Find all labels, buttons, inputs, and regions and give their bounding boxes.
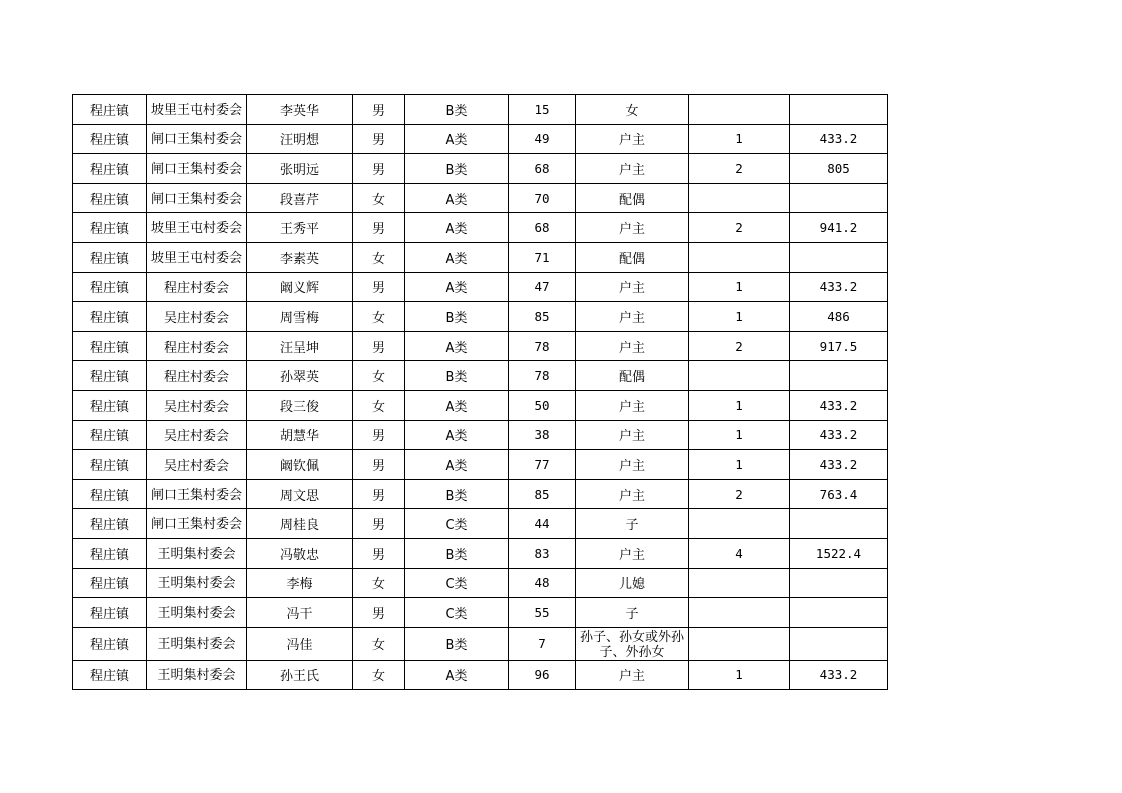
cell-amount: 433.2 [790, 420, 888, 450]
table-row [73, 479, 888, 509]
cell-amount: 486 [790, 302, 888, 332]
table-row [73, 242, 888, 272]
cell-household-size: 4 [689, 538, 790, 568]
cell-village-text: 闸口王集村委会 [150, 191, 242, 207]
cell-name: 段三俊 [247, 390, 353, 420]
cell-age: 70 [509, 183, 576, 213]
cell-household-size: 1 [689, 124, 790, 154]
cell-village: 程庄村委会 [147, 361, 247, 391]
cell-age: 85 [509, 302, 576, 332]
cell-household-size: 1 [689, 390, 790, 420]
table-row [73, 568, 888, 598]
cell-amount [790, 183, 888, 213]
cell-category: A类 [405, 124, 509, 154]
cell-gender: 女 [353, 390, 405, 420]
cell-gender: 女 [353, 568, 405, 598]
cell-relation [576, 627, 689, 660]
cell-gender: 男 [353, 213, 405, 243]
cell-relation: 户主 [576, 302, 689, 332]
cell-age: 7 [509, 627, 576, 660]
cell-relation-text: 孙子、孙女或外孙子、外孙女 [579, 629, 684, 660]
cell-name: 张明远 [247, 154, 353, 184]
cell-age: 78 [509, 331, 576, 361]
cell-relation: 户主 [576, 331, 689, 361]
cell-category: A类 [405, 213, 509, 243]
table-row [73, 509, 888, 539]
cell-household-size: 1 [689, 302, 790, 332]
cell-town: 程庄镇 [73, 154, 147, 184]
cell-village [147, 568, 247, 598]
cell-household-size: 2 [689, 213, 790, 243]
cell-village: 吴庄村委会 [147, 420, 247, 450]
cell-name: 胡慧华 [247, 420, 353, 450]
cell-village [147, 95, 247, 125]
cell-amount: 763.4 [790, 479, 888, 509]
cell-household-size: 2 [689, 154, 790, 184]
cell-amount [790, 242, 888, 272]
cell-village-text: 王明集村委会 [157, 637, 236, 653]
cell-gender: 女 [353, 302, 405, 332]
cell-relation: 配偶 [576, 183, 689, 213]
cell-amount [790, 627, 888, 660]
cell-household-size: 1 [689, 420, 790, 450]
cell-relation: 户主 [576, 390, 689, 420]
cell-relation: 户主 [576, 124, 689, 154]
table-row [73, 627, 888, 660]
cell-household-size [689, 95, 790, 125]
cell-village-text: 王明集村委会 [157, 546, 236, 562]
cell-amount: 433.2 [790, 390, 888, 420]
cell-age: 85 [509, 479, 576, 509]
cell-name: 冯佳 [247, 627, 353, 660]
data-table [72, 94, 888, 690]
cell-category: A类 [405, 390, 509, 420]
cell-name: 孙王氏 [247, 660, 353, 690]
cell-amount: 433.2 [790, 450, 888, 480]
cell-category: C类 [405, 598, 509, 628]
cell-town: 程庄镇 [73, 390, 147, 420]
cell-age: 49 [509, 124, 576, 154]
cell-household-size [689, 568, 790, 598]
cell-relation: 户主 [576, 660, 689, 690]
cell-village-text: 闸口王集村委会 [150, 132, 242, 148]
cell-village: 吴庄村委会 [147, 302, 247, 332]
cell-village [147, 213, 247, 243]
cell-amount: 805 [790, 154, 888, 184]
cell-category: C类 [405, 509, 509, 539]
cell-category: B类 [405, 302, 509, 332]
cell-household-size: 1 [689, 450, 790, 480]
cell-name: 阚义辉 [247, 272, 353, 302]
cell-amount [790, 509, 888, 539]
cell-category: A类 [405, 242, 509, 272]
cell-town: 程庄镇 [73, 124, 147, 154]
table-row [73, 272, 888, 302]
cell-relation: 儿媳 [576, 568, 689, 598]
cell-household-size: 2 [689, 331, 790, 361]
cell-household-size: 1 [689, 660, 790, 690]
cell-gender: 男 [353, 598, 405, 628]
cell-category: A类 [405, 660, 509, 690]
cell-amount: 433.2 [790, 124, 888, 154]
cell-name: 汪呈坤 [247, 331, 353, 361]
table-row [73, 538, 888, 568]
cell-amount: 917.5 [790, 331, 888, 361]
cell-name: 周桂良 [247, 509, 353, 539]
cell-age: 68 [509, 154, 576, 184]
cell-town: 程庄镇 [73, 450, 147, 480]
cell-age: 77 [509, 450, 576, 480]
cell-category: A类 [405, 420, 509, 450]
cell-village-text: 王明集村委会 [157, 576, 236, 592]
cell-household-size [689, 183, 790, 213]
cell-village: 程庄村委会 [147, 331, 247, 361]
table-row [73, 331, 888, 361]
cell-gender: 男 [353, 272, 405, 302]
cell-village-text: 闸口王集村委会 [150, 517, 242, 533]
cell-amount: 1522.4 [790, 538, 888, 568]
cell-name: 冯敬忠 [247, 538, 353, 568]
table-row [73, 302, 888, 332]
cell-amount [790, 361, 888, 391]
cell-village: 吴庄村委会 [147, 450, 247, 480]
cell-gender: 女 [353, 242, 405, 272]
cell-category: B类 [405, 95, 509, 125]
cell-village [147, 660, 247, 690]
cell-category: A类 [405, 183, 509, 213]
cell-household-size [689, 361, 790, 391]
cell-village [147, 598, 247, 628]
table-row [73, 420, 888, 450]
cell-category: B类 [405, 361, 509, 391]
cell-category: B类 [405, 154, 509, 184]
cell-name: 李梅 [247, 568, 353, 598]
cell-town: 程庄镇 [73, 660, 147, 690]
cell-village-text: 闸口王集村委会 [150, 161, 242, 177]
cell-village [147, 509, 247, 539]
cell-town: 程庄镇 [73, 598, 147, 628]
cell-age: 48 [509, 568, 576, 598]
cell-name: 段喜芹 [247, 183, 353, 213]
cell-relation: 户主 [576, 479, 689, 509]
cell-age: 83 [509, 538, 576, 568]
cell-amount: 941.2 [790, 213, 888, 243]
cell-gender: 女 [353, 183, 405, 213]
cell-relation: 配偶 [576, 361, 689, 391]
table-row [73, 390, 888, 420]
table-row [73, 361, 888, 391]
cell-name: 汪明想 [247, 124, 353, 154]
cell-village-text: 闸口王集村委会 [150, 487, 242, 503]
table-row [73, 450, 888, 480]
cell-town: 程庄镇 [73, 509, 147, 539]
cell-village [147, 627, 247, 660]
cell-gender: 男 [353, 509, 405, 539]
cell-town: 程庄镇 [73, 213, 147, 243]
cell-category: B类 [405, 479, 509, 509]
cell-relation: 配偶 [576, 242, 689, 272]
cell-gender: 女 [353, 627, 405, 660]
cell-amount [790, 95, 888, 125]
cell-age: 38 [509, 420, 576, 450]
cell-gender: 男 [353, 420, 405, 450]
cell-village: 程庄村委会 [147, 272, 247, 302]
cell-relation: 子 [576, 598, 689, 628]
cell-village-text: 王明集村委会 [157, 668, 236, 684]
table-row [73, 660, 888, 690]
cell-amount: 433.2 [790, 272, 888, 302]
cell-age: 15 [509, 95, 576, 125]
cell-category: C类 [405, 568, 509, 598]
cell-gender: 女 [353, 361, 405, 391]
cell-village [147, 242, 247, 272]
cell-village-text: 坡里王屯村委会 [150, 250, 242, 266]
cell-category: B类 [405, 538, 509, 568]
table-body [73, 95, 888, 690]
cell-household-size [689, 242, 790, 272]
cell-amount: 433.2 [790, 660, 888, 690]
cell-village [147, 538, 247, 568]
cell-name: 孙翠英 [247, 361, 353, 391]
cell-gender: 男 [353, 331, 405, 361]
cell-town: 程庄镇 [73, 627, 147, 660]
cell-category: A类 [405, 272, 509, 302]
cell-household-size [689, 598, 790, 628]
cell-age: 71 [509, 242, 576, 272]
cell-relation: 户主 [576, 154, 689, 184]
cell-village: 吴庄村委会 [147, 390, 247, 420]
cell-age: 96 [509, 660, 576, 690]
cell-name: 阚钦佩 [247, 450, 353, 480]
cell-amount [790, 568, 888, 598]
cell-village-text: 坡里王屯村委会 [150, 221, 242, 237]
cell-town: 程庄镇 [73, 420, 147, 450]
cell-name: 周文思 [247, 479, 353, 509]
cell-age: 78 [509, 361, 576, 391]
cell-gender: 女 [353, 660, 405, 690]
cell-town: 程庄镇 [73, 272, 147, 302]
table-row [73, 154, 888, 184]
cell-relation: 户主 [576, 272, 689, 302]
cell-name: 冯干 [247, 598, 353, 628]
cell-name: 周雪梅 [247, 302, 353, 332]
cell-town: 程庄镇 [73, 568, 147, 598]
cell-household-size: 1 [689, 272, 790, 302]
cell-name: 李素英 [247, 242, 353, 272]
cell-name: 王秀平 [247, 213, 353, 243]
cell-village [147, 124, 247, 154]
cell-category: A类 [405, 331, 509, 361]
cell-relation: 子 [576, 509, 689, 539]
cell-age: 55 [509, 598, 576, 628]
cell-name: 李英华 [247, 95, 353, 125]
cell-village [147, 183, 247, 213]
cell-age: 68 [509, 213, 576, 243]
cell-gender: 男 [353, 479, 405, 509]
cell-town: 程庄镇 [73, 302, 147, 332]
cell-town: 程庄镇 [73, 538, 147, 568]
cell-village [147, 154, 247, 184]
cell-town: 程庄镇 [73, 361, 147, 391]
cell-age: 44 [509, 509, 576, 539]
cell-village [147, 479, 247, 509]
cell-town: 程庄镇 [73, 242, 147, 272]
cell-town: 程庄镇 [73, 183, 147, 213]
cell-category: B类 [405, 627, 509, 660]
table-row [73, 124, 888, 154]
cell-town: 程庄镇 [73, 95, 147, 125]
cell-relation: 户主 [576, 213, 689, 243]
cell-gender: 男 [353, 124, 405, 154]
cell-category: A类 [405, 450, 509, 480]
table-row [73, 598, 888, 628]
cell-gender: 男 [353, 450, 405, 480]
cell-gender: 男 [353, 154, 405, 184]
cell-age: 47 [509, 272, 576, 302]
cell-relation: 户主 [576, 538, 689, 568]
table-row [73, 183, 888, 213]
cell-relation: 户主 [576, 420, 689, 450]
table-row [73, 213, 888, 243]
cell-age: 50 [509, 390, 576, 420]
table-row [73, 95, 888, 125]
cell-household-size [689, 509, 790, 539]
cell-amount [790, 598, 888, 628]
cell-relation: 户主 [576, 450, 689, 480]
cell-household-size [689, 627, 790, 660]
cell-town: 程庄镇 [73, 331, 147, 361]
cell-gender: 男 [353, 95, 405, 125]
cell-household-size: 2 [689, 479, 790, 509]
cell-village-text: 坡里王屯村委会 [150, 102, 242, 118]
cell-village-text: 王明集村委会 [157, 605, 236, 621]
cell-town: 程庄镇 [73, 479, 147, 509]
cell-relation: 女 [576, 95, 689, 125]
cell-gender: 男 [353, 538, 405, 568]
